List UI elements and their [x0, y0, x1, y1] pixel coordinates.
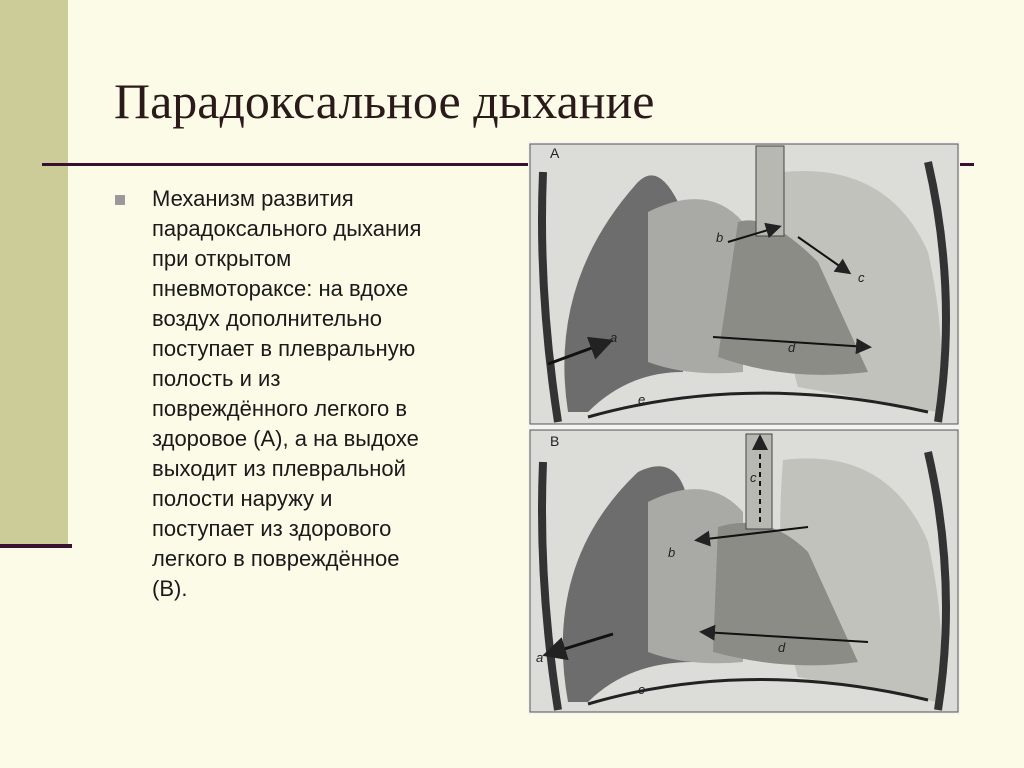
body-line: поступает из здорового: [152, 516, 392, 541]
lung-illustration: [528, 142, 960, 714]
arrow-label-c: c: [858, 270, 865, 285]
arrow-label-c: c: [750, 470, 757, 485]
arrow-label-d: d: [778, 640, 786, 655]
lung-diagram-svg: [528, 142, 960, 714]
square-bullet-icon: [115, 195, 125, 205]
body-line: Механизм развития: [152, 186, 354, 211]
body-line: парадоксального дыхания: [152, 216, 422, 241]
arrow-label-a: a: [536, 650, 544, 665]
slide-title: Парадоксальное дыхание: [114, 73, 655, 129]
body-line: воздух дополнительно: [152, 306, 383, 331]
left-accent-band: [0, 0, 68, 548]
body-line: при открытом: [152, 246, 292, 271]
panel-b: [530, 430, 958, 712]
panel-b-label: B: [550, 433, 560, 449]
body-line: повреждённого легкого в: [152, 396, 408, 421]
body-line: (В).: [152, 576, 188, 601]
body-line: поступает в плевральную: [152, 336, 416, 361]
bullet-text: [152, 184, 512, 604]
body-line: выходит из плевральной: [152, 456, 406, 481]
arrow-label-d: d: [788, 340, 796, 355]
left-accent-rule: [0, 544, 72, 548]
body-line: полость и из: [152, 366, 281, 391]
arrow-label-e: e: [638, 682, 646, 697]
arrow-label-b: b: [716, 230, 724, 245]
panel-a: [530, 144, 958, 424]
trachea: [756, 146, 784, 236]
body-line: полости наружу и: [152, 486, 333, 511]
panel-a-label: A: [550, 145, 560, 161]
arrow-label-b: b: [668, 545, 676, 560]
arrow-label-a: a: [610, 330, 618, 345]
arrow-label-e: e: [638, 392, 646, 407]
body-line: легкого в повреждённое: [152, 546, 400, 571]
body-line: здоровое (А), а на выдохе: [152, 426, 419, 451]
body-line: пневмотораксе: на вдохе: [152, 276, 409, 301]
